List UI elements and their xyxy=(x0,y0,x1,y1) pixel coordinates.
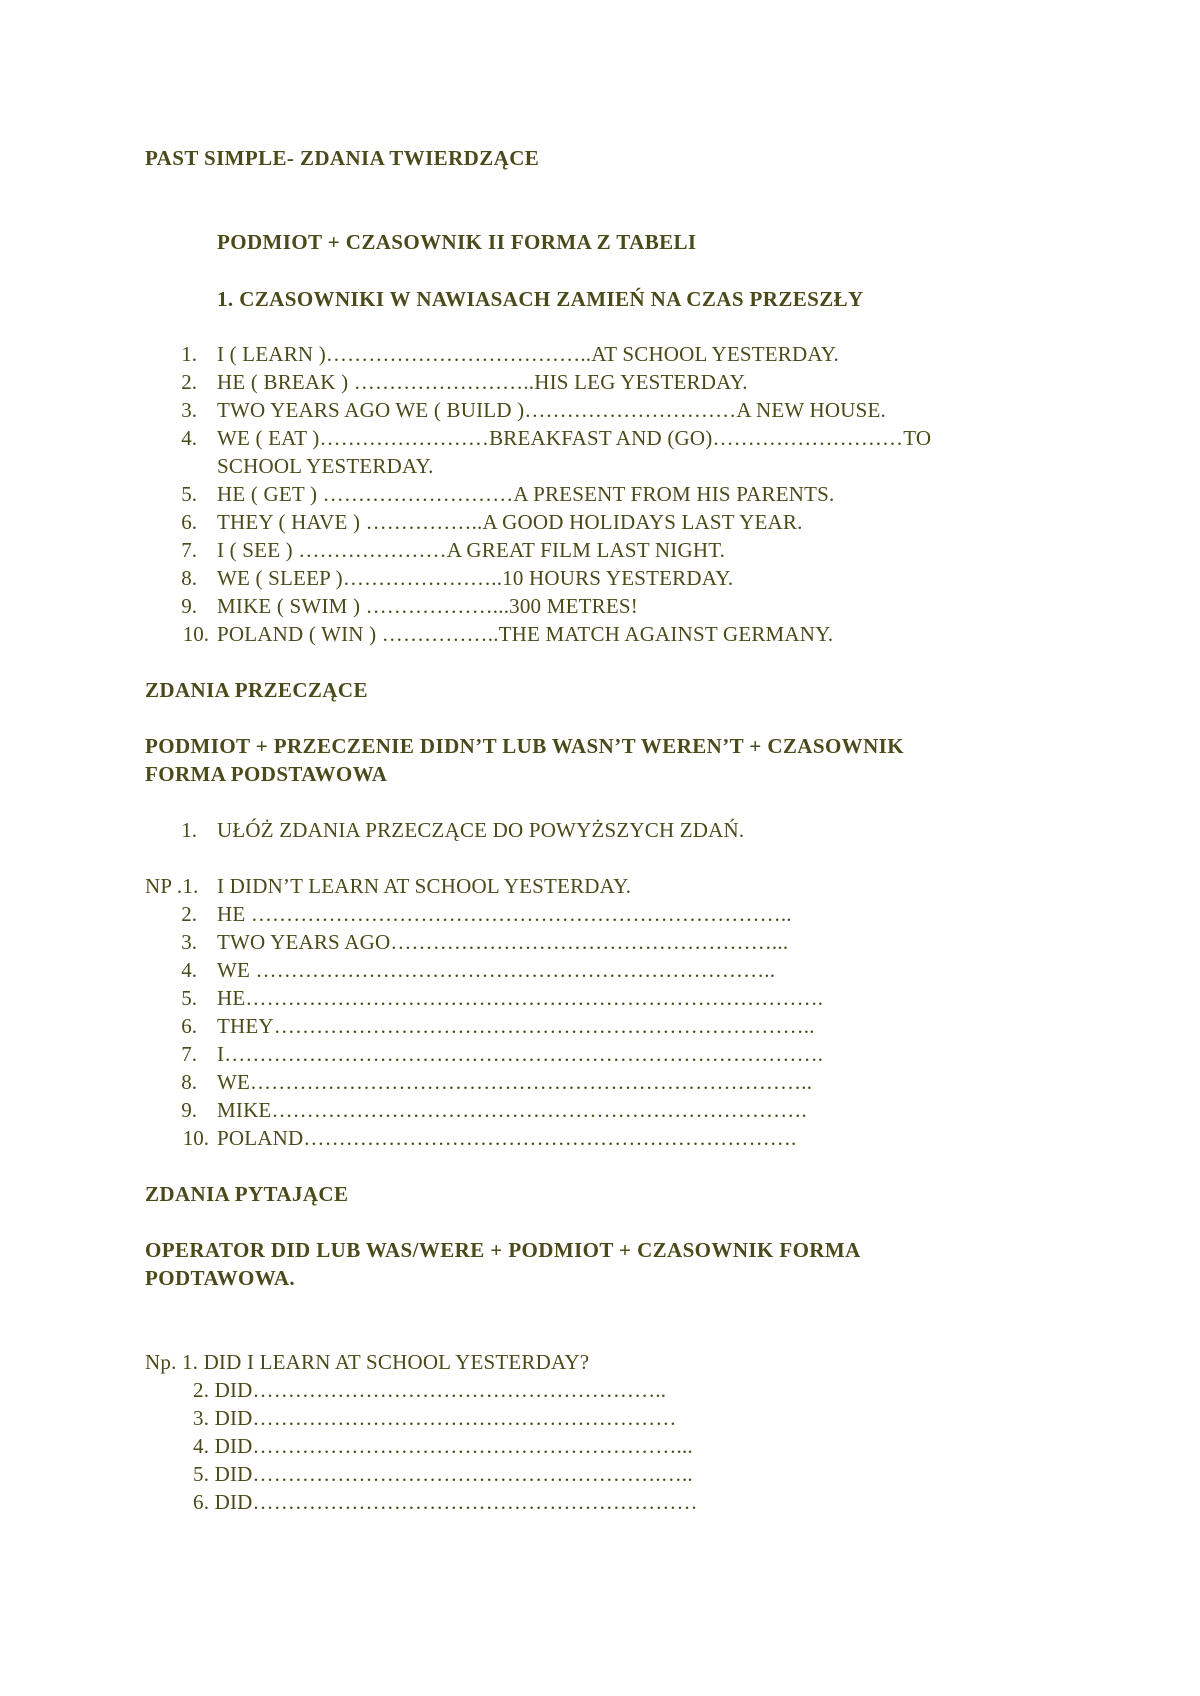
item-number: 6. xyxy=(181,1014,197,1038)
list-item: I…………………………………………………………………………. xyxy=(217,1042,824,1066)
list-item: WE…………………………………………………………………….. xyxy=(217,1070,813,1094)
item-number: 3. xyxy=(181,930,197,954)
section-title-affirmative: PAST SIMPLE- ZDANIA TWIERDZĄCE xyxy=(145,146,540,170)
list-item: TWO YEARS AGO………………………………………………... xyxy=(217,930,789,954)
instruction-negative: UŁÓŻ ZDANIA PRZECZĄCE DO POWYŻSZYCH ZDAŃ. xyxy=(217,818,745,842)
list-item: WE ( EAT )……………………BREAKFAST AND (GO)………………………TO xyxy=(217,426,932,450)
list-item: TWO YEARS AGO WE ( BUILD )…………………………A NEW HOUSE. xyxy=(217,398,886,422)
section-title-questions: ZDANIA PYTAJĄCE xyxy=(145,1182,349,1206)
item-number: 4. xyxy=(181,958,197,982)
instruction-number: 1. xyxy=(181,818,197,842)
list-item: POLAND ( WIN ) ……………..THE MATCH AGAINST GERMANY. xyxy=(217,622,834,646)
item-number: 10. xyxy=(182,622,209,646)
item-number: 8. xyxy=(181,566,197,590)
list-item: MIKE ( SWIM ) ………………...300 METRES! xyxy=(217,594,638,618)
item-number: 9. xyxy=(181,594,197,618)
list-item: I ( SEE ) …………………A GREAT FILM LAST NIGHT. xyxy=(217,538,726,562)
item-number: 7. xyxy=(181,538,197,562)
item-number: 4. xyxy=(181,426,197,450)
list-item: HE………………………………………………………………………. xyxy=(217,986,824,1010)
item-number: 8. xyxy=(181,1070,197,1094)
item-number: 9. xyxy=(181,1098,197,1122)
list-item: THEY………………………………………………………………….. xyxy=(217,1014,815,1038)
list-item: 6. DID……………………………………………………… xyxy=(193,1490,698,1514)
list-item: WE ……………………………………………………………….. xyxy=(217,958,776,982)
item-number: 5. xyxy=(181,482,197,506)
item-number: 5. xyxy=(181,986,197,1010)
item-number: 3. xyxy=(181,398,197,422)
item-number: 7. xyxy=(181,1042,197,1066)
list-item: THEY ( HAVE ) ……………..A GOOD HOLIDAYS LAST YEAR. xyxy=(217,510,803,534)
list-item: HE ( BREAK ) ……………………..HIS LEG YESTERDAY. xyxy=(217,370,748,394)
item-number: 2. xyxy=(181,370,197,394)
item-number: 1. xyxy=(181,342,197,366)
formula-negative-line1: PODMIOT + PRZECZENIE DIDN’T LUB WASN’T WEREN’T + CZASOWNIK xyxy=(145,734,904,758)
list-item: 5. DID………………………………………………….….. xyxy=(193,1462,693,1486)
section-title-negative: ZDANIA PRZECZĄCE xyxy=(145,678,368,702)
list-item: MIKE…………………………………………………………………. xyxy=(217,1098,807,1122)
example-sentence: I DIDN’T LEARN AT SCHOOL YESTERDAY. xyxy=(217,874,632,898)
list-item: 2. DID………………………………………………….. xyxy=(193,1378,667,1402)
instruction-affirmative: 1. CZASOWNIKI W NAWIASACH ZAMIEŃ NA CZAS PRZESZŁY xyxy=(217,287,864,311)
item-number: 10. xyxy=(182,1126,209,1150)
formula-questions-line2: PODTAWOWA. xyxy=(145,1266,296,1290)
list-item: I ( LEARN )………………………………..AT SCHOOL YESTERDAY. xyxy=(217,342,839,366)
formula-negative-line2: FORMA PODSTAWOWA xyxy=(145,762,388,786)
list-item: HE ………………………………………………………………….. xyxy=(217,902,792,926)
item-number: 6. xyxy=(181,510,197,534)
list-item: 4. DID……………………………………………………... xyxy=(193,1434,693,1458)
formula-affirmative: PODMIOT + CZASOWNIK II FORMA Z TABELI xyxy=(217,230,697,254)
list-item-continuation: SCHOOL YESTERDAY. xyxy=(217,454,434,478)
list-item: HE ( GET ) ………………………A PRESENT FROM HIS PARENTS. xyxy=(217,482,835,506)
list-item: 3. DID…………………………………………………… xyxy=(193,1406,677,1430)
item-number: 2. xyxy=(181,902,197,926)
example-number: NP .1. xyxy=(145,874,199,898)
list-item: WE ( SLEEP )…………………..10 HOURS YESTERDAY. xyxy=(217,566,734,590)
example-question: Np. 1. DID I LEARN AT SCHOOL YESTERDAY? xyxy=(145,1350,590,1374)
formula-questions-line1: OPERATOR DID LUB WAS/WERE + PODMIOT + CZASOWNIK FORMA xyxy=(145,1238,861,1262)
list-item: POLAND……………………………………………………………. xyxy=(217,1126,797,1150)
